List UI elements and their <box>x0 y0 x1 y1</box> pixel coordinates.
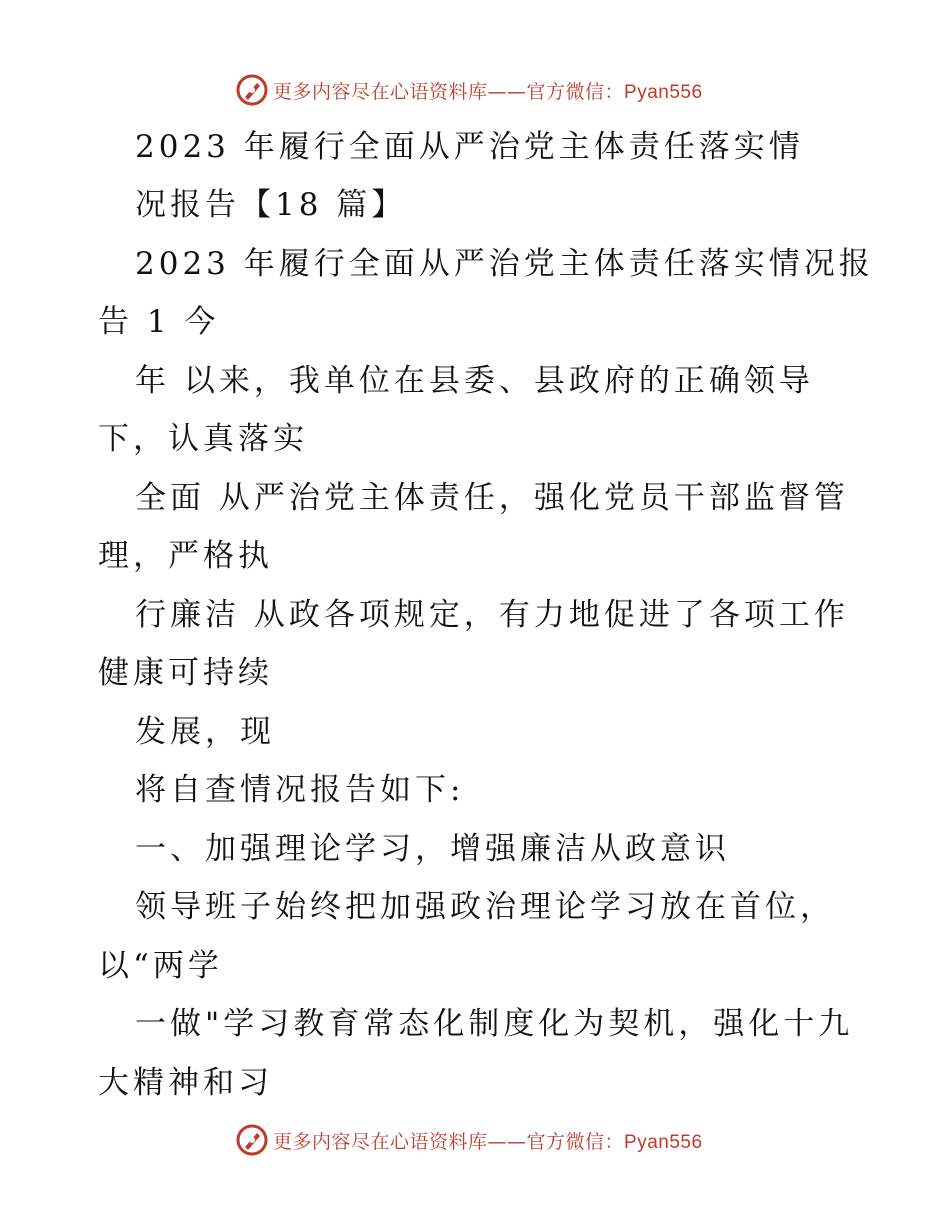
header-watermark <box>235 72 703 108</box>
doc-text-line: 全面 从严治党主体责任，强化党员干部监督管 <box>135 480 849 516</box>
doc-text-line: 告 1 今 <box>98 304 220 340</box>
pen-seal-logo-icon <box>235 73 269 107</box>
doc-text-line: 以“两学 <box>98 948 223 984</box>
doc-text-line: 健康可持续 <box>98 655 273 691</box>
doc-text-line: 发展，现 <box>135 714 275 750</box>
doc-title-line-2: 况报告【18 篇】 <box>135 187 407 223</box>
pen-seal-logo-icon <box>235 1123 269 1157</box>
watermark-text: 更多内容尽在心语资料库——官方微信：Pyan556 <box>273 80 703 103</box>
doc-text-line: 理，严格执 <box>98 538 273 574</box>
section-heading: 一、加强理论学习，增强廉洁从政意识 <box>135 831 730 867</box>
doc-title-line-1: 2023 年履行全面从严治党主体责任落实情 <box>135 129 804 165</box>
doc-text-line: 大精神和习 <box>98 1065 273 1101</box>
doc-text-line: 领导班子始终把加强政治理论学习放在首位， <box>135 889 835 925</box>
doc-text-line: 2023 年履行全面从严治党主体责任落实情况报 <box>135 246 874 282</box>
doc-text-line: 年 以来，我单位在县委、县政府的正确领导 <box>135 363 814 399</box>
doc-text-line: 行廉洁 从政各项规定，有力地促进了各项工作 <box>135 597 849 633</box>
watermark-text: 更多内容尽在心语资料库——官方微信：Pyan556 <box>273 1130 703 1153</box>
footer-watermark <box>235 1122 703 1158</box>
doc-text-line: 下，认真落实 <box>98 421 308 457</box>
doc-text-line: 将自查情况报告如下: <box>135 772 465 808</box>
doc-text-line: 一做"学习教育常态化制度化为契机，强化十九 <box>135 1006 854 1042</box>
